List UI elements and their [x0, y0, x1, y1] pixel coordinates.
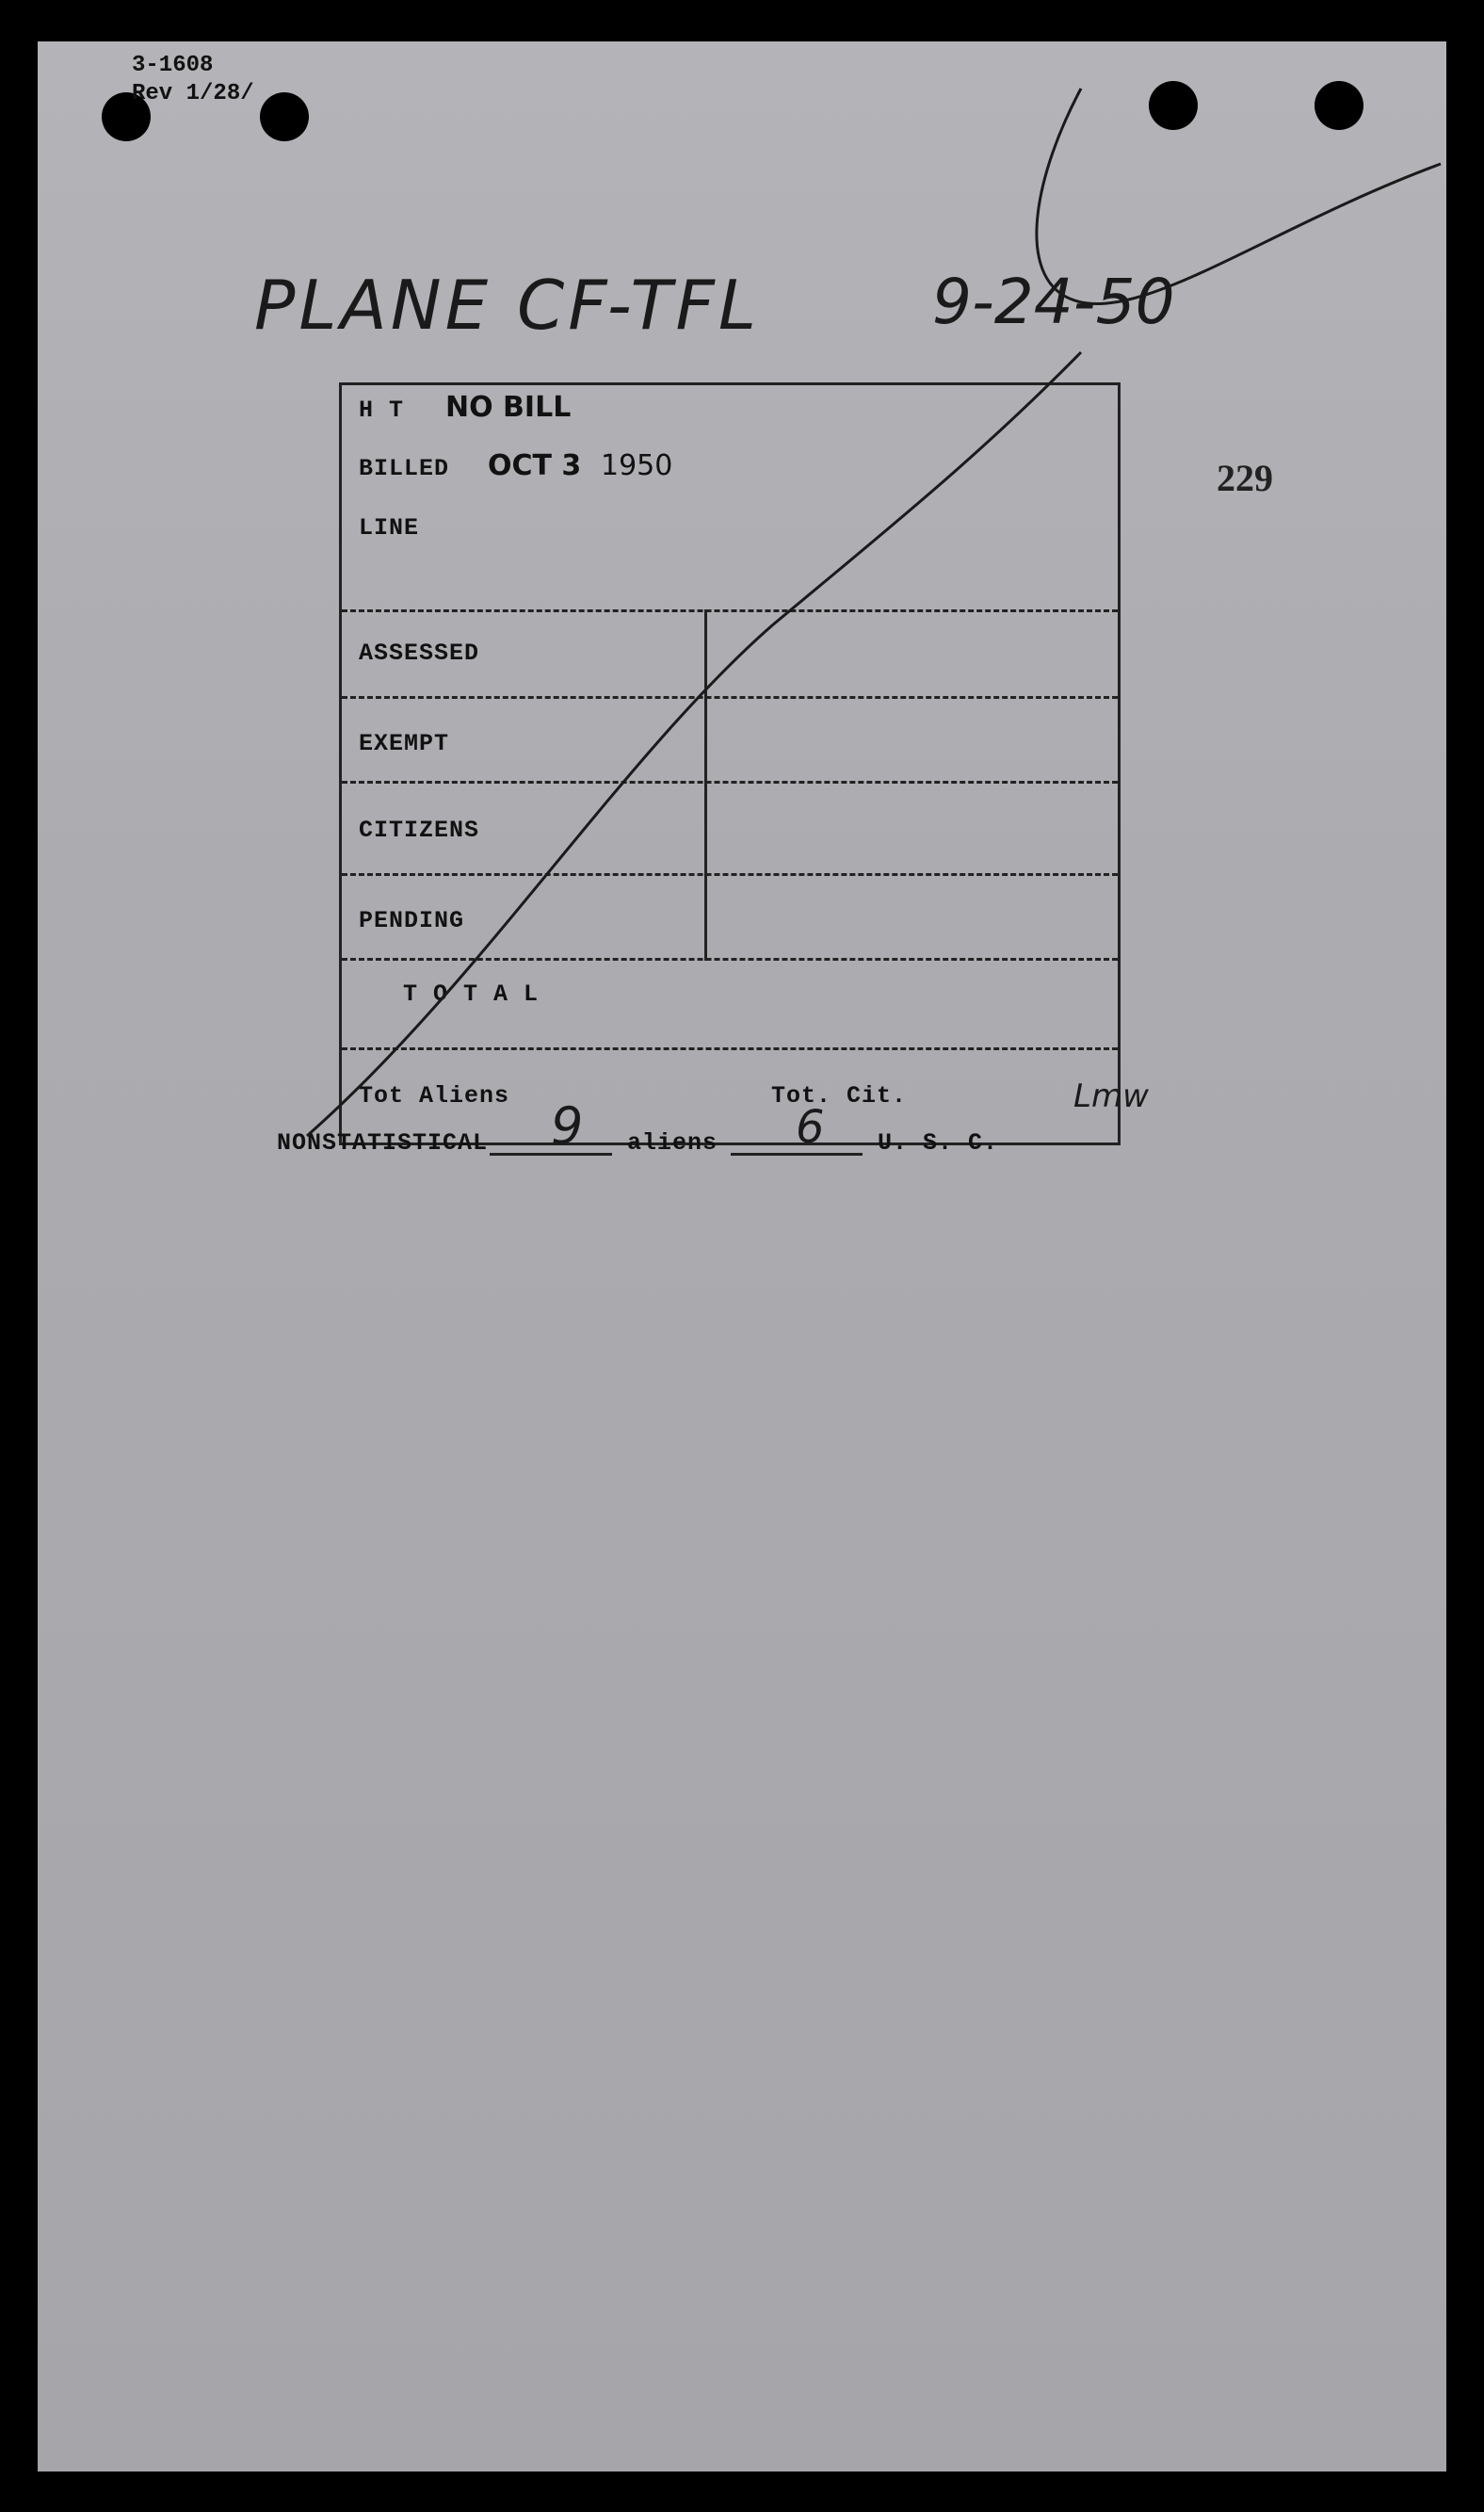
nonstatistical-label: NONSTATISTICAL: [277, 1129, 489, 1157]
row-label-citizens: CITIZENS: [359, 817, 480, 844]
pen-strokes: [38, 41, 1446, 1266]
row-label-exempt: EXEMPT: [359, 730, 450, 757]
billed-year: 1950: [601, 449, 673, 482]
aliens-label: aliens: [627, 1129, 718, 1157]
document-page: [38, 41, 1446, 2471]
total-label: T O T A L: [403, 980, 540, 1008]
handwritten-initials: Lmw: [1073, 1078, 1149, 1115]
row-label-assessed: ASSESSED: [359, 640, 480, 667]
tot-aliens-label: Tot Aliens: [359, 1082, 510, 1110]
ht-stamp-no-bill: NO BILL: [445, 391, 572, 424]
billed-label: BILLED: [359, 455, 450, 482]
tot-cit-label: Tot. Cit.: [771, 1082, 908, 1110]
check-mark-stroke: [1037, 89, 1441, 304]
diagonal-cancel-stroke: [307, 352, 1081, 1136]
handwritten-plane-id: PLANE CF-TFL: [254, 266, 761, 345]
form-revision: Rev 1/28/: [132, 81, 254, 106]
nonstat-usc-count: 6: [796, 1101, 825, 1154]
page-number: 229: [1217, 457, 1273, 499]
nonstat-aliens-count: 9: [551, 1096, 584, 1156]
form-number: 3-1608: [132, 53, 214, 78]
usc-label: U. S. C.: [878, 1129, 999, 1157]
row-label-pending: PENDING: [359, 907, 465, 934]
ht-label: H T: [359, 397, 405, 424]
billed-date: OCT 3: [488, 449, 582, 482]
line-label: LINE: [359, 514, 420, 542]
handwritten-date: 9-24-50: [932, 266, 1175, 338]
